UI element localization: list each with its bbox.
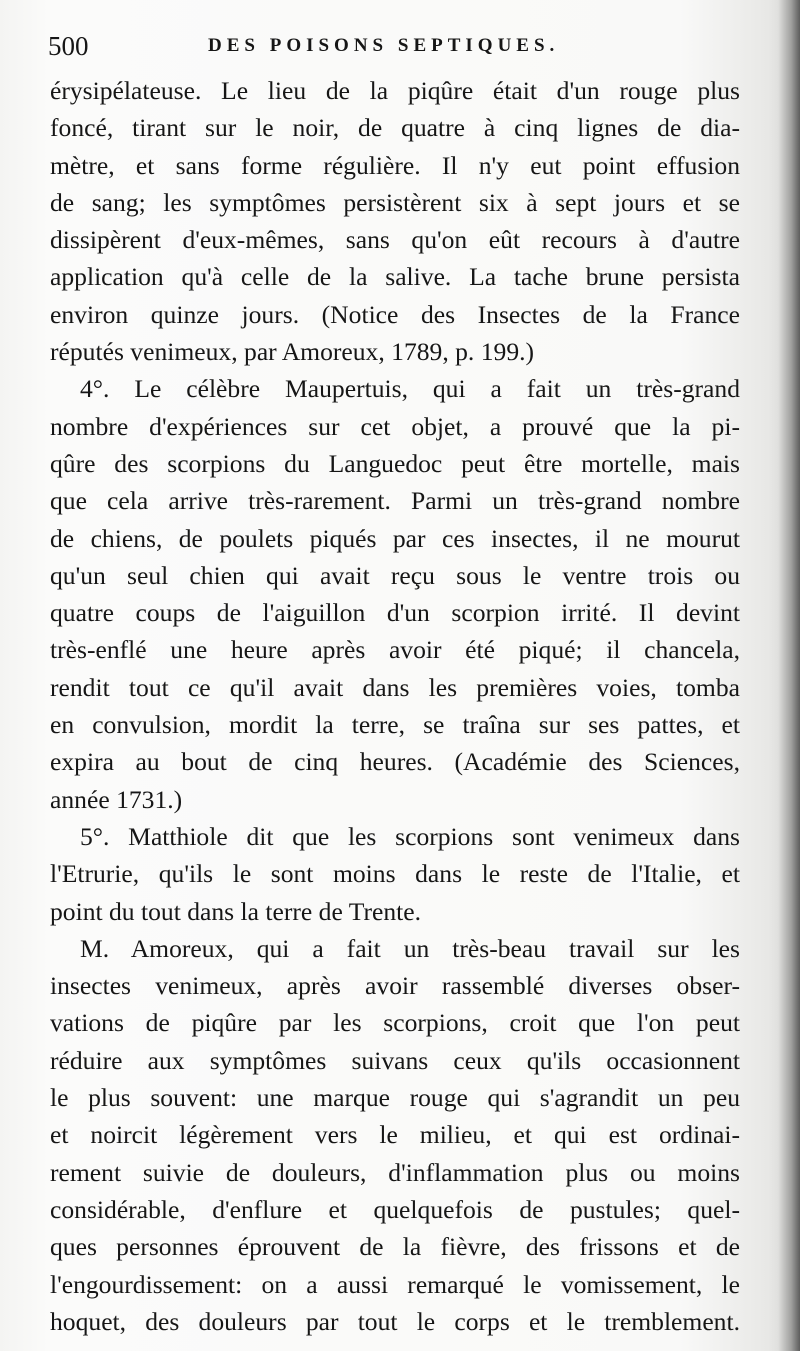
text-line: mètre, et sans forme régulière. Il n'y eut point effusion xyxy=(50,150,740,180)
page-number: 500 xyxy=(48,31,89,61)
text-line: qûre des scorpions du Languedoc peut être mortelle, mais xyxy=(50,448,740,478)
text-line: et noircit légèrement vers le milieu, et qui est ordinai- xyxy=(50,1120,740,1150)
text-line: 4°. Le célèbre Maupertuis, qui a fait un très-grand xyxy=(80,374,740,404)
text-line: le plus souvent: une marque rouge qui s'agrandit un peu xyxy=(50,1083,740,1113)
text-line: insectes venimeux, après avoir rassemblé diverses obser- xyxy=(50,971,740,1001)
text-line: point du tout dans la terre de Trente. xyxy=(50,896,422,926)
text-line: l'engourdissement: on a aussi remarqué le vomissement, le xyxy=(50,1269,740,1299)
text-line: année 1731.) xyxy=(50,784,183,814)
page-header xyxy=(48,26,748,66)
text-line: très-enflé une heure après avoir été piqué; il chancela, xyxy=(50,635,740,665)
text-line: de chiens, de poulets piqués par ces insectes, il ne mourut xyxy=(50,523,740,553)
text-line: nombre d'expériences sur cet objet, a prouvé que la pi- xyxy=(50,411,740,441)
text-line: application qu'à celle de la salive. La tache brune persista xyxy=(50,262,740,292)
body-text xyxy=(50,72,740,1340)
text-line: réduire aux symptômes suivans ceux qu'ils occasionnent xyxy=(50,1045,740,1075)
text-line: érysipélateuse. Le lieu de la piqûre était d'un rouge plus xyxy=(50,76,740,105)
text-line: environ quinze jours. (Notice des Insectes de la France xyxy=(50,299,740,329)
text-line: en convulsion, mordit la terre, se traîna sur ses pattes, et xyxy=(50,710,740,740)
text-line: foncé, tirant sur le noir, de quatre à cinq lignes de dia- xyxy=(50,113,740,143)
text-line: ques personnes éprouvent de la fièvre, des frissons et de xyxy=(50,1232,740,1262)
text-line: quatre coups de l'aiguillon d'un scorpion irrité. Il devint xyxy=(50,598,740,628)
text-line: M. Amoreux, qui a fait un très-beau travail sur les xyxy=(80,933,740,963)
text-line: expira au bout de cinq heures. (Académie des Sciences, xyxy=(50,747,740,777)
text-line: réputés venimeux, par Amoreux, 1789, p. 199.) xyxy=(50,337,535,367)
text-line: rendit tout ce qu'il avait dans les premières voies, tomba xyxy=(50,672,740,702)
text-line: 5°. Matthiole dit que les scorpions sont venimeux dans xyxy=(80,821,740,851)
page-edge-shadow xyxy=(778,0,800,1351)
running-title: DES POISONS SEPTIQUES. xyxy=(208,35,560,56)
text-line: hoquet, des douleurs par tout le corps et le tremblement. xyxy=(50,1306,740,1336)
text-line: de sang; les symptômes persistèrent six à sept jours et se xyxy=(50,187,740,217)
text-line: rement suivie de douleurs, d'inflammation plus ou moins xyxy=(50,1157,740,1187)
text-line: que cela arrive très-rarement. Parmi un très-grand nombre xyxy=(50,486,740,516)
text-line: dissipèrent d'eux-mêmes, sans qu'on eût recours à d'autre xyxy=(50,225,740,255)
text-line: vations de piqûre par les scorpions, croit que l'on peut xyxy=(50,1008,740,1038)
text-line: qu'un seul chien qui avait reçu sous le ventre trois ou xyxy=(50,560,740,590)
text-line: l'Etrurie, qu'ils le sont moins dans le reste de l'Italie, et xyxy=(50,859,740,889)
text-line: considérable, d'enflure et quelquefois de pustules; quel- xyxy=(50,1194,740,1224)
